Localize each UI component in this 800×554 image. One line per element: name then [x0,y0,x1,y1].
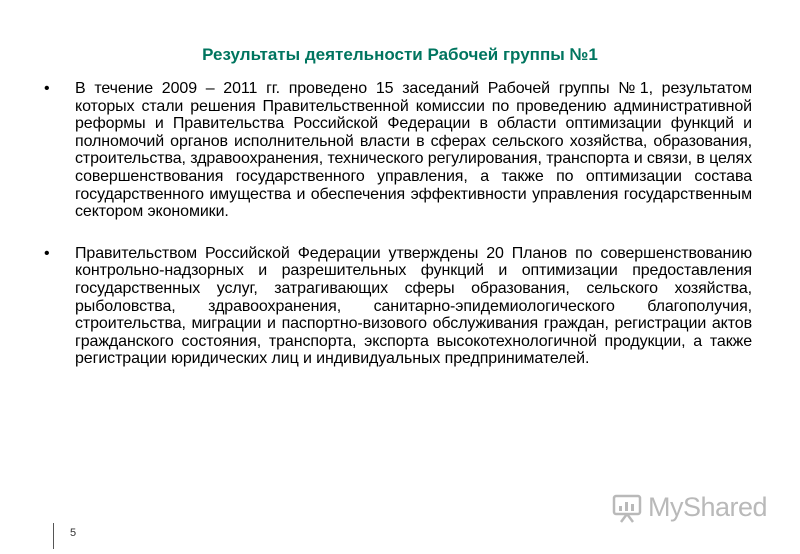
bullet-item [40,245,752,368]
bullet-dot: • [44,244,50,262]
slide-title: Результаты деятельности Рабочей группы №1 [202,45,598,64]
bullet-dot: • [44,80,50,97]
watermark [612,492,767,523]
bullet-item [40,80,752,221]
footer-divider [53,523,54,549]
bullet-list [40,80,752,368]
chart-board-icon [612,493,642,523]
watermark-text: MyShared [648,492,768,522]
bullet-text: Правительством Российской Федерации утверждены 20 Планов по совершенствованию контрольно-надзорных и разрешительных функций и оптимизации предоставления государственных услуг, затрагивающих сферы образования, сельского хозяйства, рыболовства, здравоохранения, санитарно-эпидемиологического благополучия, строительства, миграции и паспортно-визового обслуживания граждан, регистрации актов гражданского состояния, транспорта, экспорта высокотехнологичной продукции, а также регистрации юридических лиц и индивидуальных предпринимателей. [75,244,752,368]
page-number: 5 [70,527,77,539]
bullet-text: В течение 2009 – 2011 гг. проведено 15 заседаний Рабочей группы №1, результатом которых стали решения Правительственной комиссии по проведению административной реформы и Правительства Российской Федерации в области оптимизации функций и полномочий органов исполнительной власти в сферах сельского хозяйства, образования, строительства, здравоохранения, технического регулирования, транспорта и связи, в целях совершенствования государственного управления, а также по оптимизации состава государственного имущества и обеспечения эффективности управления государственным сектором экономики. [75,80,752,221]
